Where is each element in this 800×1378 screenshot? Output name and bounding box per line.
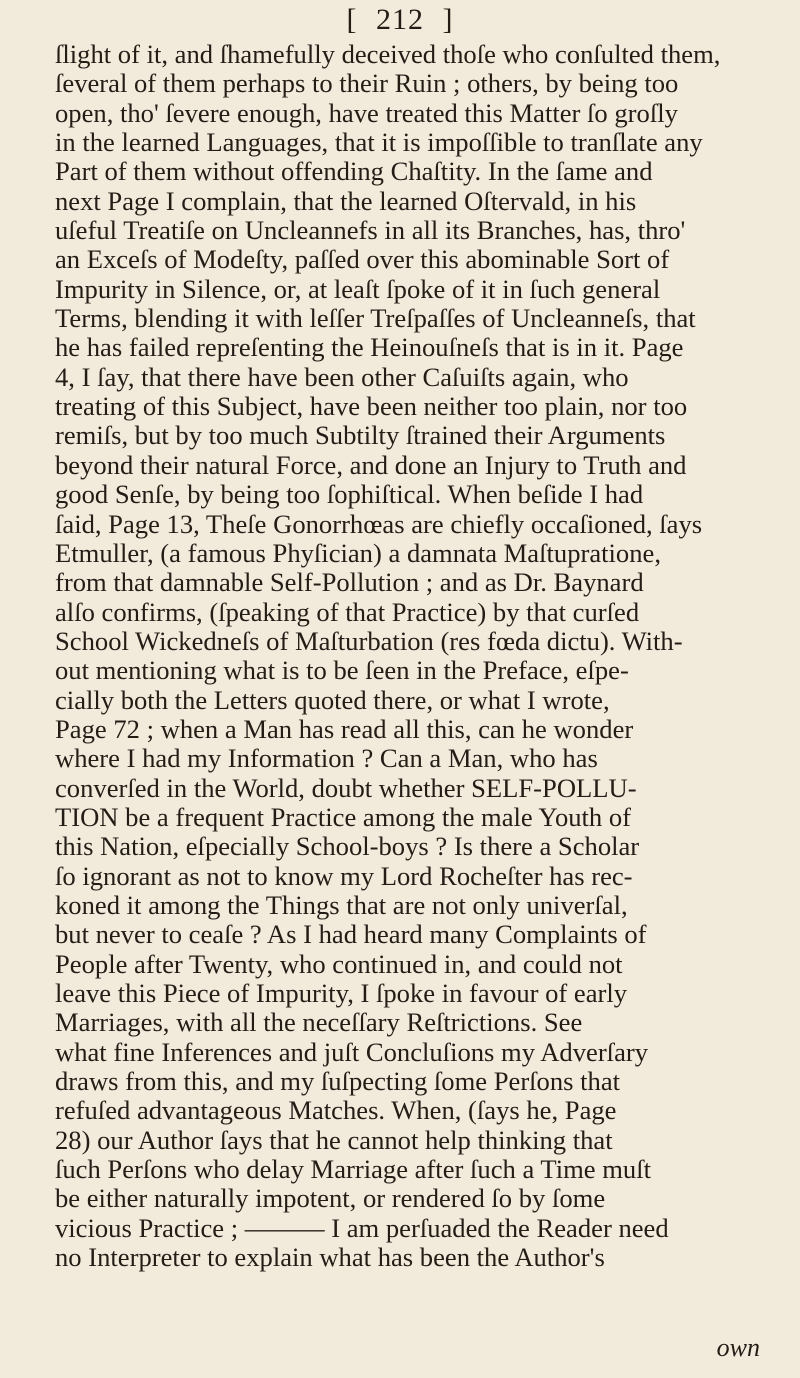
text-line: open, tho' ſevere enough, have treated this Matter ſo groſly: [55, 98, 678, 128]
text-line: out mentioning what is to be ſeen in the Preface, eſpe-: [55, 656, 629, 686]
text-line: remiſs, but by too much Subtilty ſtrained their Arguments: [55, 421, 666, 451]
text-line: vicious Practice ; ——— I am perſuaded the Reader need: [55, 1213, 669, 1243]
text-line: leave this Piece of Impurity, I ſpoke in favour of early: [55, 979, 628, 1008]
body-text: [55, 40, 767, 1272]
text-line: in the learned Languages, that it is impoſſible to tranſlate any: [55, 128, 703, 158]
text-line: TION be a frequent Practice among the male Youth of: [55, 802, 632, 832]
text-line: Impurity in Silence, or, at leaſt ſpoke of it in ſuch general: [55, 274, 661, 304]
text-line: 28) our Author ſays that he cannot help thinking that: [55, 1125, 613, 1155]
text-line: Terms, blending it with leſſer Treſpaſſes of Uncleanneſs, that: [55, 304, 696, 334]
text-line: converſed in the World, doubt whether SELF-POLLU-: [55, 773, 637, 803]
text-line: refuſed advantageous Matches. When, (ſays he, Page: [55, 1096, 617, 1126]
text-line: Part of them without offending Chaſtity. In the ſame and: [55, 157, 653, 187]
text-line: Page 72 ; when a Man has read all this, can he wonder: [55, 714, 634, 744]
text-line: be either naturally impotent, or rendered ſo by ſome: [55, 1184, 606, 1214]
text-line: beyond their natural Force, and done an Injury to Truth and: [55, 450, 687, 480]
text-line: People after Twenty, who continued in, and could not: [55, 949, 623, 979]
text-line: ſlight of it, and ſhamefully deceived thoſe who conſulted them,: [55, 40, 721, 69]
text-line: ſo ignorant as not to know my Lord Rocheſter has rec-: [55, 861, 633, 891]
text-line: this Nation, eſpecially School-boys ? Is there a Scholar: [55, 832, 640, 862]
text-line: ſaid, Page 13, Theſe Gonorrhœas are chiefly occaſioned, ſays: [55, 509, 703, 539]
text-line: what fine Inferences and juſt Concluſions my Adverſary: [55, 1037, 649, 1067]
text-line: draws from this, and my ſuſpecting ſome Perſons that: [55, 1067, 621, 1097]
text-line: 4, I ſay, that there have been other Caſuiſts again, who: [55, 362, 629, 392]
text-line: from that damnable Self-Pollution ; and as Dr. Baynard: [55, 568, 644, 598]
text-line: ſeveral of them perhaps to their Ruin ; others, by being too: [55, 69, 679, 99]
text-line: School Wickedneſs of Maſturbation (res fœda dictu). With-: [55, 626, 683, 656]
text-line: next Page I complain, that the learned Oſtervald, in his: [55, 186, 637, 216]
catchword: own: [716, 1333, 760, 1362]
text-line: but never to ceaſe ? As I had heard many Complaints of: [55, 920, 647, 950]
text-line: cially both the Letters quoted there, or what I wrote,: [55, 685, 610, 715]
text-line: good Senſe, by being too ſophiſtical. When beſide I had: [55, 480, 644, 510]
text-line: uſeful Treatiſe on Uncleannefs in all its Branches, has, thro': [55, 216, 686, 246]
text-line: he has failed repreſenting the Heinouſneſs that is in it. Page: [55, 333, 684, 363]
text-line: where I had my Information ? Can a Man, who has: [55, 744, 598, 774]
text-line: koned it among the Things that are not only univerſal,: [55, 890, 628, 920]
text-line: an Exceſs of Modeſty, paſſed over this abominable Sort of: [55, 245, 670, 275]
text-line: ſuch Perſons who delay Marriage after ſuch a Time muſt: [55, 1155, 652, 1185]
text-line: Marriages, with all the neceſſary Reſtrictions. See: [55, 1008, 583, 1038]
text-line: treating of this Subject, have been neither too plain, nor too: [55, 392, 688, 422]
page-number-header: [ 212 ]: [346, 3, 454, 36]
text-line: Etmuller, (a famous Phyſician) a damnata Maſtupratione,: [55, 538, 661, 568]
text-line: no Interpreter to explain what has been the Author's: [55, 1243, 605, 1273]
text-line: alſo confirms, (ſpeaking of that Practice) by that curſed: [55, 597, 640, 627]
